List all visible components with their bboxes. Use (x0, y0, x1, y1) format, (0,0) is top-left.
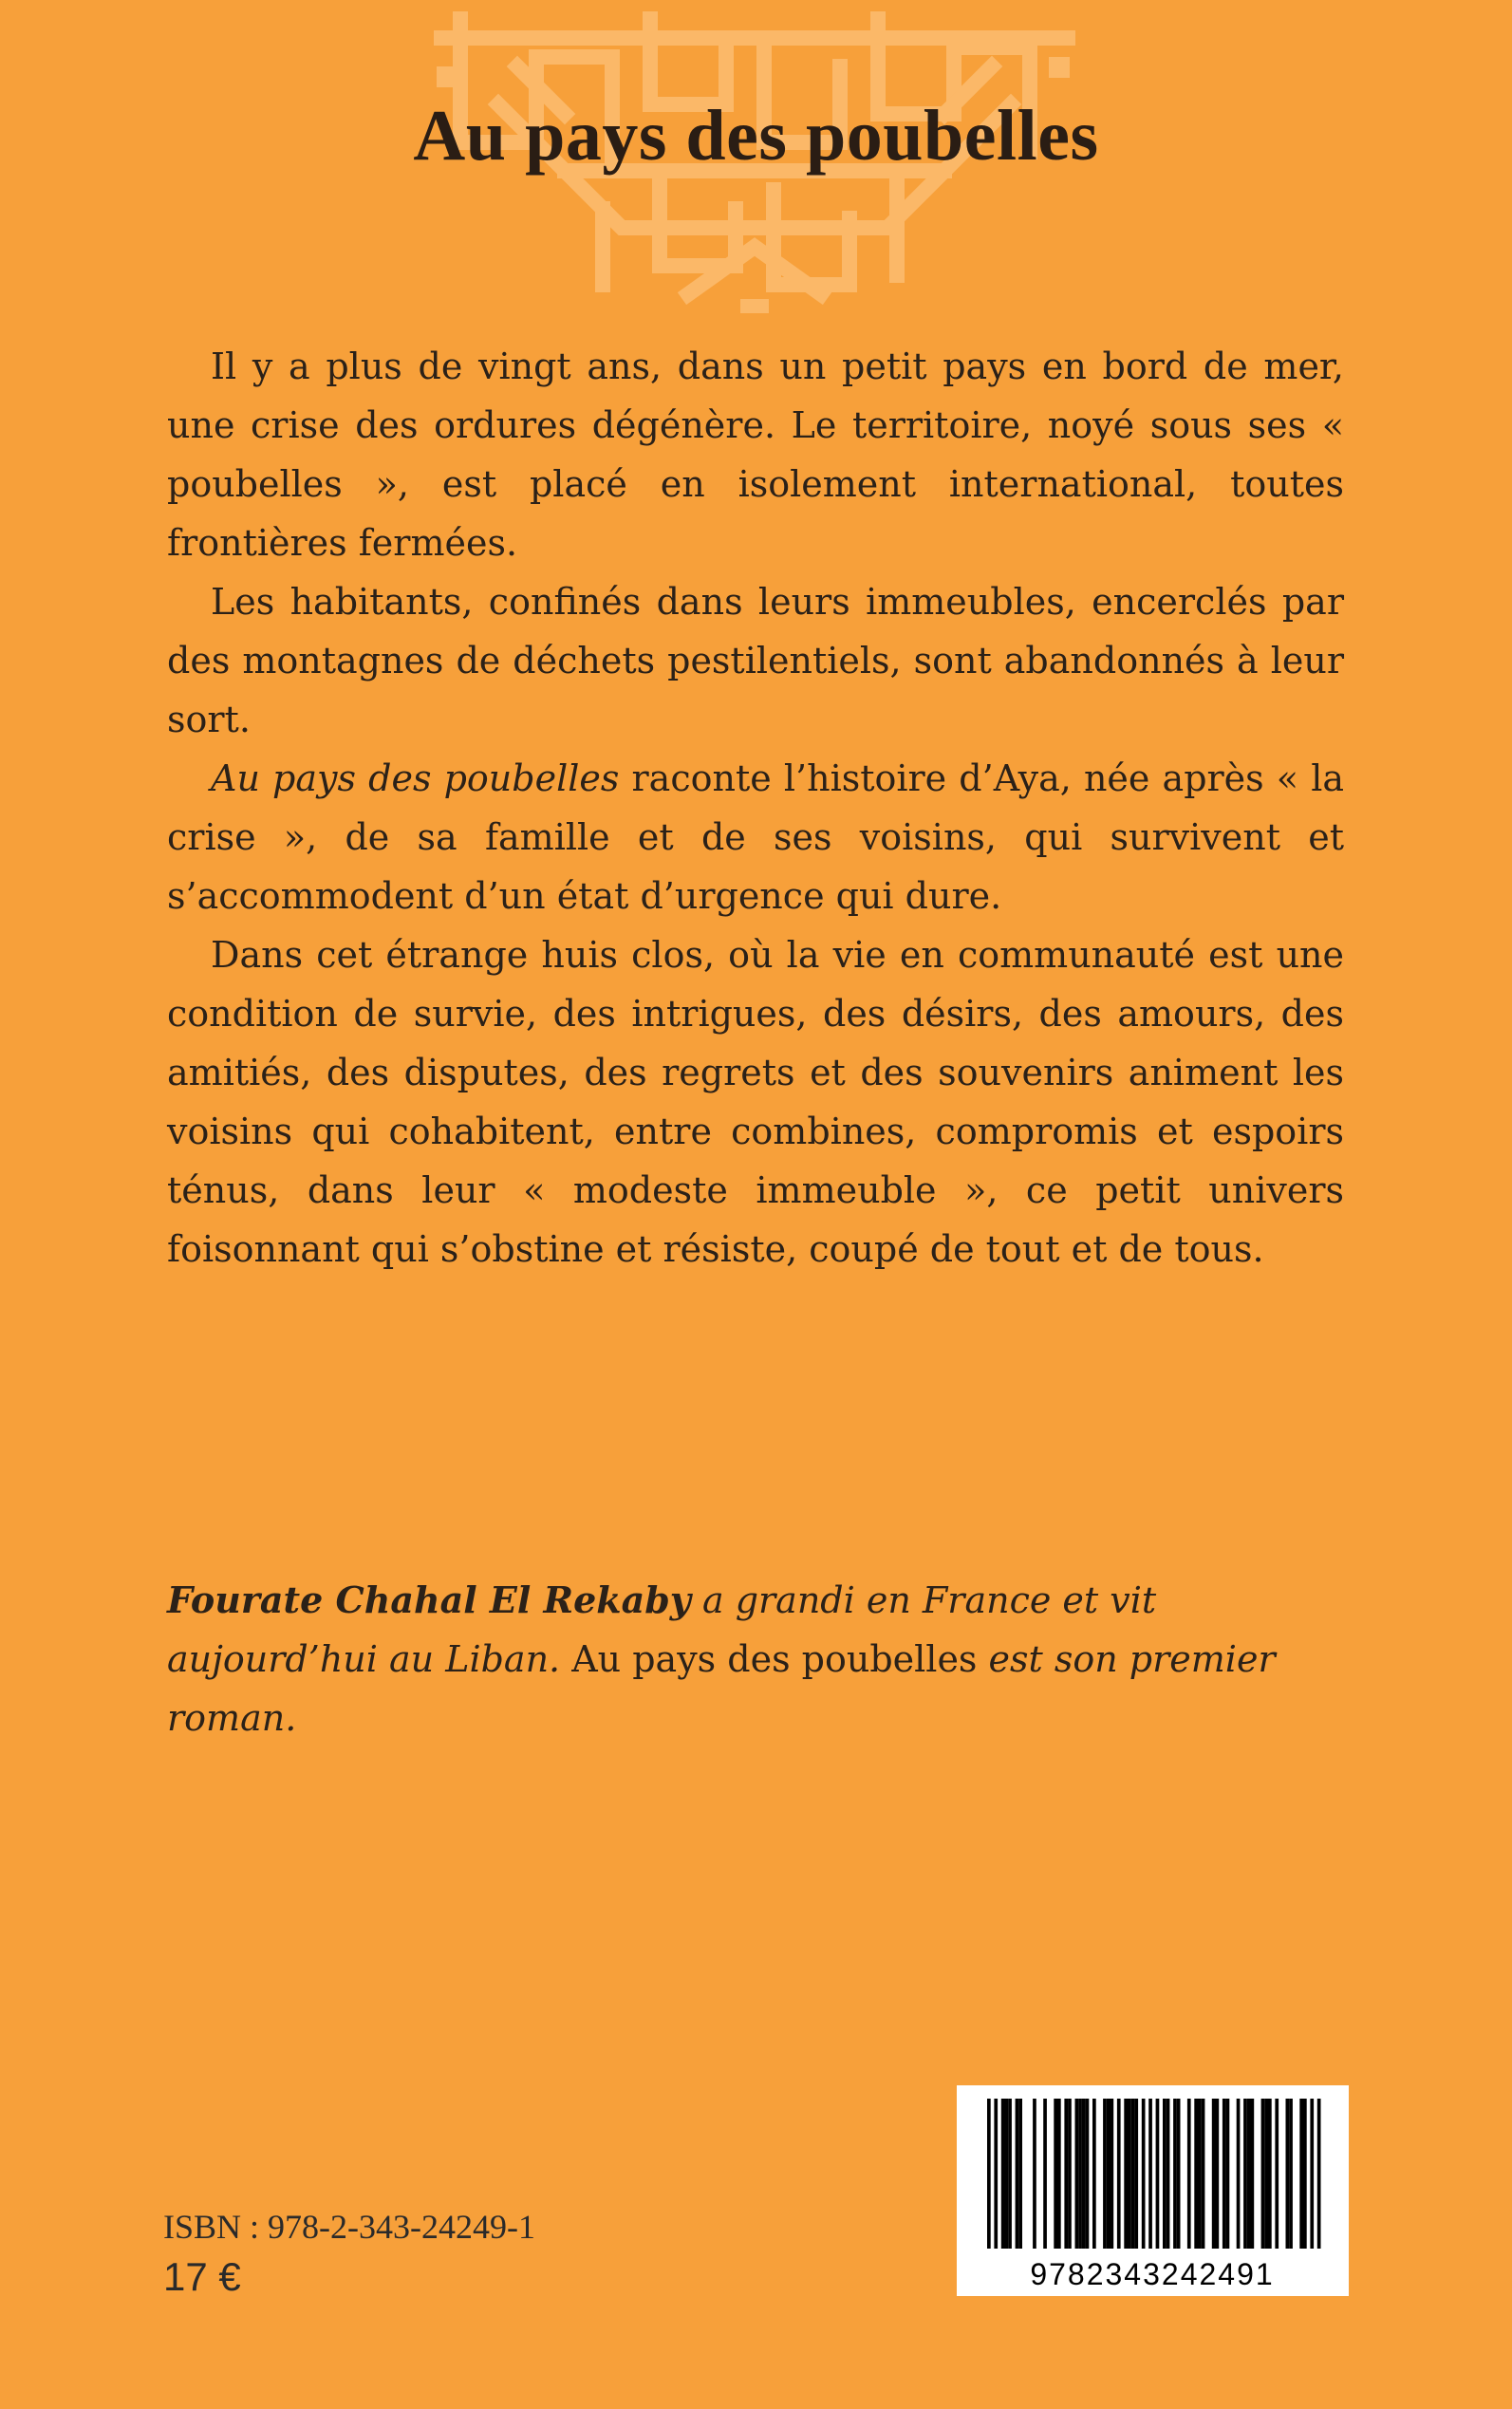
barcode-bar (1092, 2099, 1096, 2249)
barcode-bar (1148, 2099, 1152, 2249)
blurb-paragraph-text: raconte l’histoire d’Aya, née après « la crise », de sa famille et de ses voisins, qui survivent et s’accommodent d’un état d’urgence qui dure. (167, 757, 1345, 917)
barcode-bar (1187, 2099, 1191, 2249)
barcode-bar (1268, 2099, 1272, 2249)
price: 17 € (163, 2254, 241, 2299)
blurb-paragraph: Dans cet étrange huis clos, où la vie en communauté est une condition de survie, des intrigues, des désirs, des amours, des amitiés, des disputes, des regrets et des souvenirs animent les voisins qui cohabitent, entre combines, compromis et espoirs ténus, dans leur « modeste immeuble », ce petit univers foisonnant qui s’obstine et résiste, coupé de tout et de tous. (167, 934, 1344, 1270)
blurb-book-title: Au pays des poubelles (211, 757, 620, 799)
barcode-bar (1086, 2099, 1090, 2249)
barcode-bar (1057, 2099, 1061, 2249)
barcode-bar (994, 2099, 998, 2249)
barcode-bar (1310, 2099, 1314, 2249)
author-name: Fourate Chahal El Rekaby (167, 1578, 691, 1621)
barcode-bar (1016, 2099, 1019, 2249)
barcode-bar (1008, 2099, 1012, 2249)
barcode-bar (1264, 2099, 1268, 2249)
barcode-bar (1107, 2099, 1111, 2249)
barcode-bar (1299, 2099, 1303, 2249)
blurb-paragraph: Il y a plus de vingt ans, dans un petit pays en bord de mer, une crise des ordures dégénère. Le territoire, noyé sous ses « poubelles », est placé en isolement international, toutes frontières fermées. (167, 345, 1344, 564)
barcode-bar (1202, 2099, 1205, 2249)
barcode-bar (1261, 2099, 1265, 2249)
back-cover-blurb (167, 337, 1344, 1279)
barcode-bar (1018, 2099, 1022, 2249)
barcode-bar (1043, 2099, 1047, 2249)
barcode-bar (1226, 2099, 1230, 2249)
bio-text: est son premier roman. (167, 1638, 1276, 1739)
barcode-bar (1005, 2099, 1009, 2249)
barcode-bar (1124, 2099, 1128, 2249)
barcode-bar (1001, 2099, 1005, 2249)
barcode-bar (1198, 2099, 1202, 2249)
blurb-paragraph: Les habitants, confinés dans leurs immeubles, encerclés par des montagnes de déchets pestilentiels, sont abandonnés à leur sort. (167, 581, 1344, 740)
barcode-bar (1317, 2099, 1321, 2249)
bio-text: a grandi en France et vit aujourd’hui au Liban. (167, 1579, 1157, 1680)
barcode-bar (1163, 2099, 1167, 2249)
barcode-bar (1082, 2099, 1086, 2249)
barcode-bar (1156, 2099, 1160, 2249)
barcode-digits: 9782343242491 (1030, 2257, 1275, 2291)
barcode-bar (1286, 2099, 1290, 2249)
barcode-bar (1167, 2099, 1170, 2249)
barcode-bar (1243, 2099, 1247, 2249)
author-bio (167, 1571, 1344, 1747)
barcode-bar (1064, 2099, 1068, 2249)
barcode-bar (1289, 2099, 1293, 2249)
barcode-bar (1111, 2099, 1114, 2249)
barcode-bar (1303, 2099, 1307, 2249)
barcode-bar (1033, 2099, 1036, 2249)
barcode-bar (1275, 2099, 1279, 2249)
barcode-bar (1131, 2099, 1135, 2249)
barcode-bar (1173, 2099, 1177, 2249)
barcode-bar (1237, 2099, 1241, 2249)
barcode-bar (1075, 2099, 1079, 2249)
barcode-bar (1068, 2099, 1072, 2249)
barcode-bar (1212, 2099, 1216, 2249)
barcode-graphic (957, 2085, 1349, 2296)
barcode-bar (1103, 2099, 1107, 2249)
book-title: Au pays des poubelles (413, 96, 1099, 176)
barcode-bar (1251, 2099, 1255, 2249)
barcode (957, 2085, 1349, 2296)
bio-book-title: Au pays des poubelles (571, 1638, 978, 1680)
barcode-bar (1054, 2099, 1057, 2249)
barcode-bar (1194, 2099, 1198, 2249)
barcode-bar (1142, 2099, 1146, 2249)
barcode-bar (1117, 2099, 1121, 2249)
barcode-bar (1247, 2099, 1251, 2249)
barcode-bar (1216, 2099, 1220, 2249)
barcode-bar (1134, 2099, 1138, 2249)
barcode-bar (1128, 2099, 1131, 2249)
barcode-bar (1223, 2099, 1226, 2249)
isbn: ISBN : 978-2-343-24249-1 (163, 2208, 535, 2246)
barcode-bar (1078, 2099, 1082, 2249)
barcode-bar (1177, 2099, 1181, 2249)
blurb-paragraph (167, 749, 1344, 925)
barcode-bar (987, 2099, 991, 2249)
